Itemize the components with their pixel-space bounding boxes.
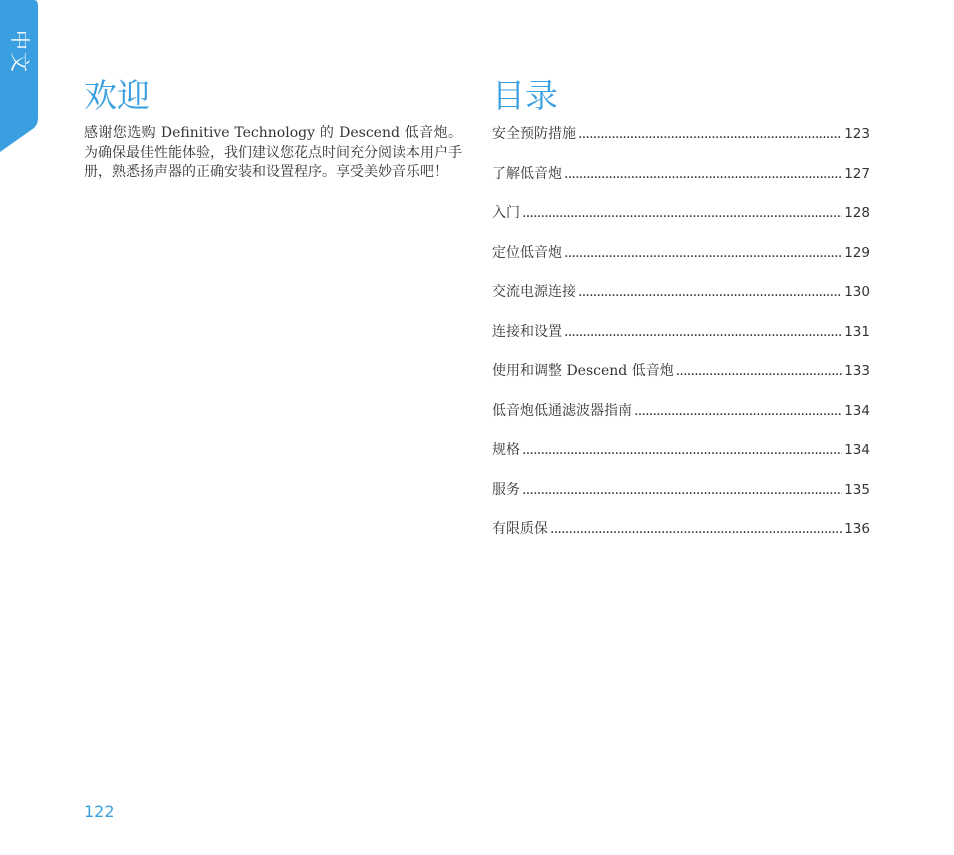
toc-item-page: 127 [844, 165, 870, 182]
toc-item-page: 128 [844, 205, 870, 221]
toc-item-title: 服务 [492, 481, 520, 498]
toc-leader [578, 124, 842, 144]
toc-item-title: 规格 [492, 442, 520, 458]
toc-item-title: 使用和调整 Descend 低音炮 [492, 363, 674, 379]
toc-item-page: 136 [844, 521, 870, 537]
toc-item-page: 134 [844, 402, 870, 419]
toc-item-page: 123 [844, 126, 870, 142]
toc-item-title: 入门 [492, 205, 520, 221]
toc-item-page: 134 [844, 442, 870, 458]
toc-leader [578, 282, 842, 302]
toc-item-title: 有限质保 [492, 521, 548, 537]
toc-item-page: 131 [844, 323, 870, 340]
toc-item[interactable] [492, 203, 870, 243]
toc-item[interactable] [492, 440, 870, 480]
toc-leader [564, 243, 842, 263]
language-tab-shape [0, 0, 40, 152]
welcome-heading: 欢迎 [84, 76, 150, 115]
toc-leader [564, 322, 842, 342]
welcome-body: 感谢您选购 Definitive Technology 的 Descend 低音炮。为确保最佳性能体验，我们建议您花点时间充分阅读本用户手册，熟悉扬声器的正确安装和设置程序。享受美妙音乐吧！ [84, 125, 462, 180]
toc-item[interactable] [492, 480, 870, 520]
language-tab-label: 中文 [8, 30, 32, 74]
toc-item[interactable] [492, 164, 870, 204]
toc-item[interactable] [492, 401, 870, 441]
toc-item-title: 安全预防措施 [492, 126, 576, 142]
toc-item-page: 130 [844, 284, 870, 300]
toc-item-title: 交流电源连接 [492, 284, 576, 300]
toc-item[interactable] [492, 124, 870, 164]
toc-item-title: 了解低音炮 [492, 165, 562, 182]
toc-item[interactable] [492, 282, 870, 322]
language-tab [0, 0, 40, 152]
toc-item[interactable] [492, 519, 870, 559]
toc-leader [522, 203, 842, 223]
toc-leader [522, 440, 842, 460]
toc-item-title: 低音炮低通滤波器指南 [492, 402, 632, 419]
toc-leader [522, 480, 842, 500]
toc-item-page: 129 [844, 244, 870, 261]
toc-item-title: 连接和设置 [492, 323, 562, 340]
toc-leader [564, 164, 842, 184]
toc-list [492, 124, 870, 559]
toc-item[interactable] [492, 322, 870, 362]
toc-leader [676, 361, 843, 381]
toc-item[interactable] [492, 243, 870, 283]
toc-leader [634, 401, 842, 421]
toc-item[interactable] [492, 361, 870, 401]
toc-item-title: 定位低音炮 [492, 244, 562, 261]
toc-leader [550, 519, 842, 539]
toc-item-page: 133 [844, 363, 870, 379]
toc-item-page: 135 [844, 481, 870, 498]
page-number: 122 [84, 802, 115, 821]
toc-heading: 目录 [492, 76, 558, 115]
